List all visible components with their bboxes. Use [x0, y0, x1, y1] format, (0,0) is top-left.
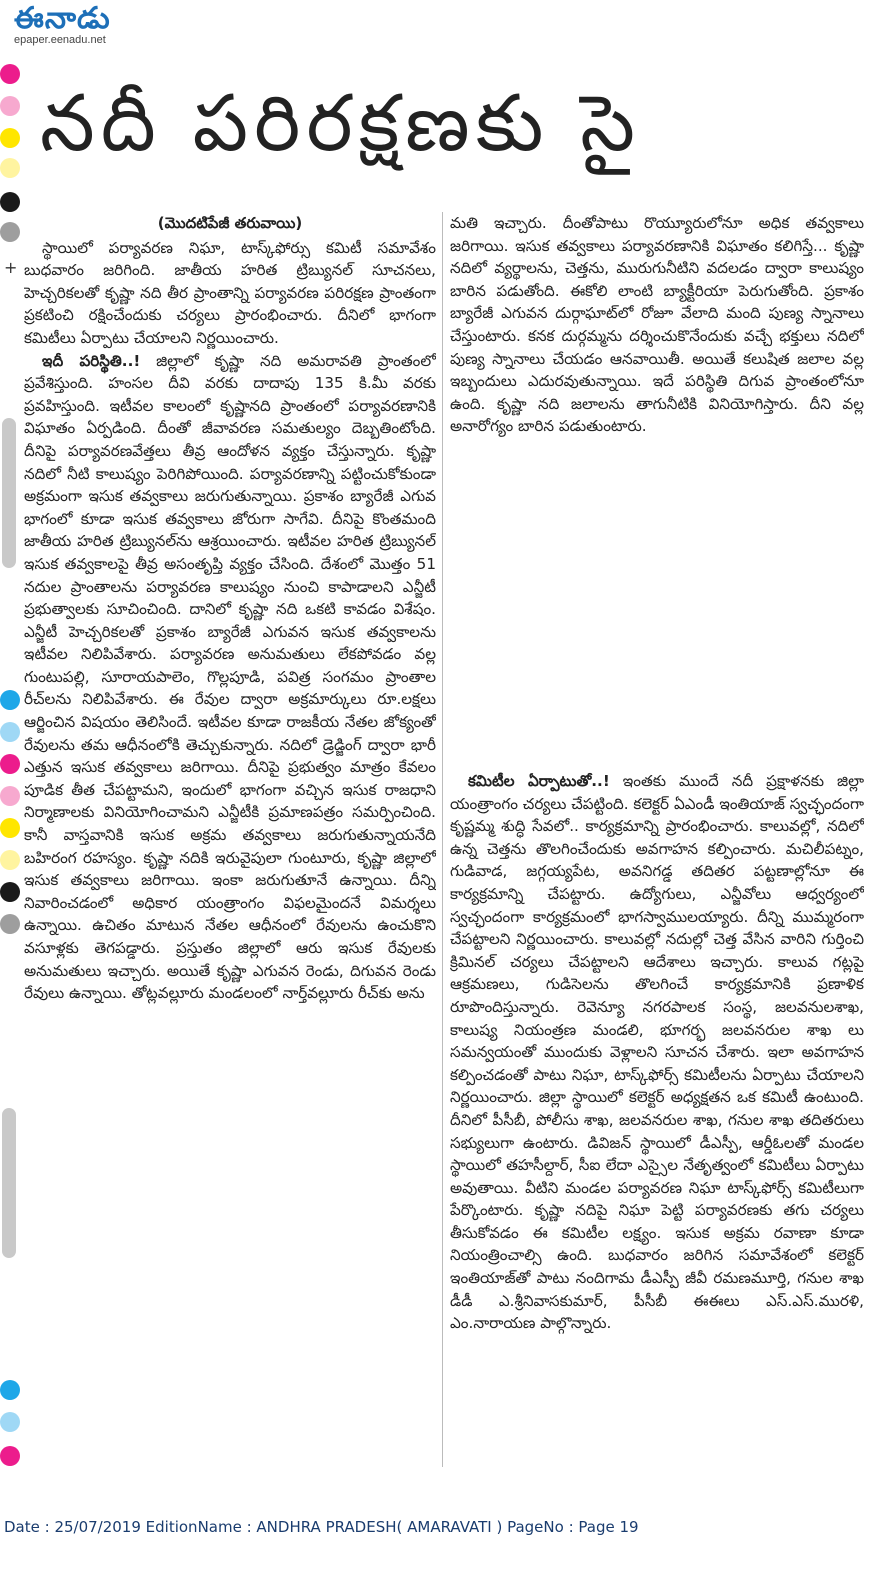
section-kicker: ఇదీ పరిస్థితి..! — [42, 351, 141, 370]
reg-dot-lightcyan-icon — [0, 1412, 20, 1432]
article-column-2-top — [450, 212, 864, 764]
article-paragraph — [450, 770, 864, 1335]
paragraph-text: ఇంతకు ముందే నదీ ప్రక్షాళనకు జిల్లా యంత్రాంగం చర్యలు చేపట్టింది. కలెక్టర్ ఏఎండీ ఇంతియాజ్ స్వచ్ఛందంగా కృష్ణమ్మ శుద్ధి సేవలో.. కార్యక్రమాన్ని ప్రారంభించారు. కాలువల్లో, నదిలో ఉన్న చెత్తను తొలగించేందుకు అవగాహన కల్పించారు. మచిలీపట్నం, గుడివాడ, జగ్గయ్యపేట, అవనిగడ్డ తదితర పట్టణాల్లోనూ ఈ కార్యక్రమాన్ని చేపట్టారు. ఉద్యోగులు, ఎన్జీవోలు ఆధ్వర్యంలో స్వచ్ఛందంగా కార్యక్రమంలో భాగస్వాములయ్యారు. దీన్ని ముమ్మరంగా చేపట్టాలని నిర్ణయించారు. కాలువల్లో నదుల్లో చెత్త వేసిన వారిని గుర్తించి క్రిమినల్ చర్యలు చేపట్టాలని ఆదేశాలు ఇచ్చారు. కాలువ గట్లపై ఆక్రమణలు, గుడిసెలను తొలగించే కార్యక్రమానికి ప్రణాళిక రూపొందిస్తున్నారు. రెవెన్యూ నగరపాలక సంస్థ, జలవనులశాఖ, కాలుష్య నియంత్రణ మండలి, భూగర్భ జలవనరుల శాఖ లు సమన్వయంతో ముందుకు వెళ్లాలని సూచన చేశారు. ఇలా అవగాహన కల్పించడంతో పాటు నిఘా, టాస్క్‌ఫోర్స్ కమిటీలను ఏర్పాటు చేయాలని నిర్ణయించారు. జిల్లా స్థాయిలో కలెక్టర్ అధ్యక్షతన ఒక కమిటీ ఉంటుంది. దీనిలో పీసీబీ, పోలీసు శాఖ, జలవనరుల శాఖ, గనుల శాఖ తదితరులు సభ్యులుగా ఉంటారు. డివిజన్ స్థాయిలో డీఎస్పీ, ఆర్డీఓలతో మండల స్థాయిలో తహసీల్దార్, సీఐ లేదా ఎస్సైల నేతృత్వంలో కమిటీలు ఏర్పాటు అవుతాయి. వీటిని మండల పర్యావరణ నిఘా టాస్క్‌ఫోర్స్ కమిటీలుగా పేర్కొంటారు. కృష్ణా నదిపై నిఘా పెట్టి పర్యావరణకు తగు చర్యలు తీసుకోవడం ఈ కమిటీల లక్ష్యం. ఇసుక అక్రమ రవాణా కూడా నియంత్రించాల్సి ఉంది. బుధవారం జరిగిన సమావేశంలో కలెక్టర్ ఇంతియాజ్‌తో పాటు నందిగామ డీఎస్పీ జీవీ రమణమూర్తి, గనుల శాఖ డీడీ ఎ.శ్రీనివాసకుమార్, పీసీబీ ఈఈలు ఎస్.ఎస్.మురళి, ఎం.నారాయణ పాల్గొన్నారు. — [450, 772, 864, 1333]
margin-gray-bar-icon — [2, 418, 16, 568]
continuation-label: (మొదటిపేజీ తరువాయి) — [157, 214, 303, 232]
reg-dot-black-icon — [0, 882, 20, 902]
reg-dot-pink-icon — [0, 786, 20, 806]
article-paragraph: మతి ఇచ్చారు. దీంతోపాటు రొయ్యూరులోనూ అధిక తవ్వకాలు జరిగాయి. ఇసుక తవ్వకాలు పర్యావరణానికి విఘాతం కలిగిస్తే... కృష్ణా నదిలో వ్యర్థాలను, చెత్తను, మురుగునీటిని వదలడం ద్వారా కాలుష్యం బారిన పడుతోంది. ఈకోలి లాంటి బ్యాక్టీరియా పెరుగుతోంది. ప్రకాశం బ్యారేజీ ఎగువన దుర్గాఘాట్‌లో రోజూ వేలాది మంది పుణ్య స్నానాలు చేస్తుంటారు. కనక దుర్గమ్మను దర్శించుకొనేందుకు వచ్చే భక్తులు నదిలో పుణ్య స్నానాలు చేయడం ఆనవాయితీ. అయితే కలుషిత జలాల వల్ల ఇబ్బందులు ఎదురవుతున్నాయి. ఇదే పరిస్థితి దిగువ ప్రాంతంలోనూ ఉంది. కృష్ణా నది జలాలను తాగునీటికి వినియోగిస్తారు. దీని వల్ల అనారోగ్యం బారిన పడుతుంటారు. — [450, 214, 864, 436]
reg-dot-lightyellow-icon — [0, 158, 20, 178]
reg-dot-pink-icon — [0, 96, 20, 116]
reg-dot-gray-icon — [0, 914, 20, 934]
reg-dot-lightyellow-icon — [0, 850, 20, 870]
registration-crosshair-icon: + — [4, 258, 18, 277]
reg-dot-gray-icon — [0, 222, 20, 242]
eenadu-logo-text: ఈనాడు — [14, 1, 111, 36]
reg-dot-lightcyan-icon — [0, 722, 20, 742]
masthead-url: epaper.eenadu.net — [14, 34, 106, 46]
reg-dot-magenta-icon — [0, 64, 20, 84]
article-paragraph — [24, 350, 436, 1005]
reg-dot-black-icon — [0, 192, 20, 212]
section-kicker: కమిటీల ఏర్పాటుతో..! — [468, 772, 610, 790]
paragraph-text: జిల్లాలో కృష్ణా నది అమరావతి ప్రాంతంలో ప్రవేశిస్తుంది. హంసల దీవి వరకు దాదాపు 135 కి.మీ వరకు ప్రవహిస్తుంది. ఇటీవల కాలంలో కృష్ణానది ప్రాంతంలో పర్యావరణానికి విఘాతం ఏర్పడింది. దీంతో జీవావరణ సమతుల్యం దెబ్బతింటోంది. దీనిపై పర్యావరణవేత్తలు తీవ్ర ఆందోళన వ్యక్తం చేస్తున్నారు. కృష్ణా నదిలో నీటి కాలుష్యం పెరిగిపోయింది. పర్యావరణాన్ని పట్టించుకోకుండా అక్రమంగా ఇసుక తవ్వకాలు జరుగుతున్నాయి. ప్రకాశం బ్యారేజీ ఎగువ భాగంలో కూడా ఇసుక తవ్వకాలు జోరుగా సాగేవి. దీనిపై కొంతమంది జాతీయ హరిత ట్రిబ్యునల్‌ను ఆశ్రయించారు. ఇటీవల హరిత ట్రిబ్యునల్ ఇసుక తవ్వకాలపై తీవ్ర అసంతృప్తి వ్యక్తం చేసింది. దేశంలో మొత్తం 51 నదుల ప్రాంతాలను పర్యావరణ కాలుష్యం నుంచి కాపాడాలని ఎన్జీటీ ప్రభుత్వాలకు సూచించింది. దానిలో కృష్ణా నది ఒకటి కావడం విశేషం. ఎన్జీటీ హెచ్చరికలతో ప్రకాశం బ్యారేజీ ఎగువన ఇసుక తవ్వకాలను ఇటీవల నిలిపివేశారు. పర్యావరణ అనుమతులు లేకపోవడం వల్ల గుంటుపల్లి, సూరాయపాలెం, గొల్లపూడి, పవిత్ర సంగమం ప్రాంతాల రీచ్‌లను నిలిపివేశారు. ఈ రేవుల ద్వారా అక్రమార్కులు రూ.లక్షలు ఆర్జించిన విషయం తెలిసిందే. ఇటీవల కూడా రాజకీయ నేతల జోక్యంతో రేవులను తమ ఆధీనంలోకి తెచ్చుకున్నారు. నదిలో డ్రెడ్జింగ్ ద్వారా భారీ ఎత్తున ఇసుక తవ్వకాలు జరిగాయి. దీనిపై ప్రభుత్వం మాత్రం కేవలం పూడిక తీత చేపట్టామని, ఇందులో భాగంగా వచ్చిన ఇసుక రాజధాని నిర్మాణాలకు వినియోగించామని ఎన్జీటీకి ప్రమాణపత్రం సమర్పించింది. కానీ వాస్తవానికి ఇసుక అక్రమ తవ్వకాలు జరుగుతున్నాయనేది బహిరంగ రహస్యం. కృష్ణా నదికి ఇరువైపులా గుంటూరు, కృష్ణా జిల్లాలో ఇసుక తవ్వకాలు జరిగాయి. ఇంకా జరుగుతూనే ఉన్నాయి. దీన్ని నివారించడంలో అధికార యంత్రాంగం విఫలమైందనే విమర్శలు ఉన్నాయి. ఉచితం మాటున నేతల ఆధీనంలో రేవులను ఉంచుకొని వసూళ్లకు తెగపడ్డారు. ప్రస్తుతం జిల్లాలో ఆరు ఇసుక రేవులకు అనుమతులు ఇచ్చారు. అయితే కృష్ణా ఎగువన రెండు, దిగువన రెండు రేవులు ఉన్నాయి. తోట్లవల్లూరు మండలంలో నార్త్‌వల్లూరు రీచ్‌కు అను — [24, 351, 436, 1003]
article-column-2-bottom — [450, 770, 864, 1470]
reg-dot-magenta-icon — [0, 1446, 20, 1466]
page-headline: నదీ పరిరక్షణకు సై — [40, 79, 641, 169]
article-paragraph: స్థాయిలో పర్యావరణ నిఘా, టాస్క్‌ఫోర్సు కమిటీ సమావేశం బుధవారం జరిగింది. జాతీయ హరిత ట్రిబ్యునల్ సూచనలు, హెచ్చరికలతో కృష్ణా నది తీర ప్రాంతాన్ని పర్యావరణ పరిరక్షణ ప్రాంతంగా ప్రకటించి రక్షించేందుకు చర్యలు ప్రారంభించారు. దీనిలో భాగంగా కమిటీలు ఏర్పాటు చేయాలని నిర్ణయించారు. — [24, 238, 436, 347]
reg-dot-cyan-icon — [0, 690, 20, 710]
masthead-logo — [14, 2, 144, 52]
column-divider — [442, 212, 443, 1467]
margin-gray-bar-icon — [2, 1108, 16, 1258]
reg-dot-yellow-icon — [0, 818, 20, 838]
reg-dot-magenta-icon — [0, 754, 20, 774]
edition-footer: Date : 25/07/2019 EditionName : ANDHRA PRADESH( AMARAVATI ) PageNo : Page 19 — [4, 1518, 639, 1536]
reg-dot-cyan-icon — [0, 1380, 20, 1400]
article-column-1 — [24, 212, 436, 1470]
reg-dot-yellow-icon — [0, 128, 20, 148]
